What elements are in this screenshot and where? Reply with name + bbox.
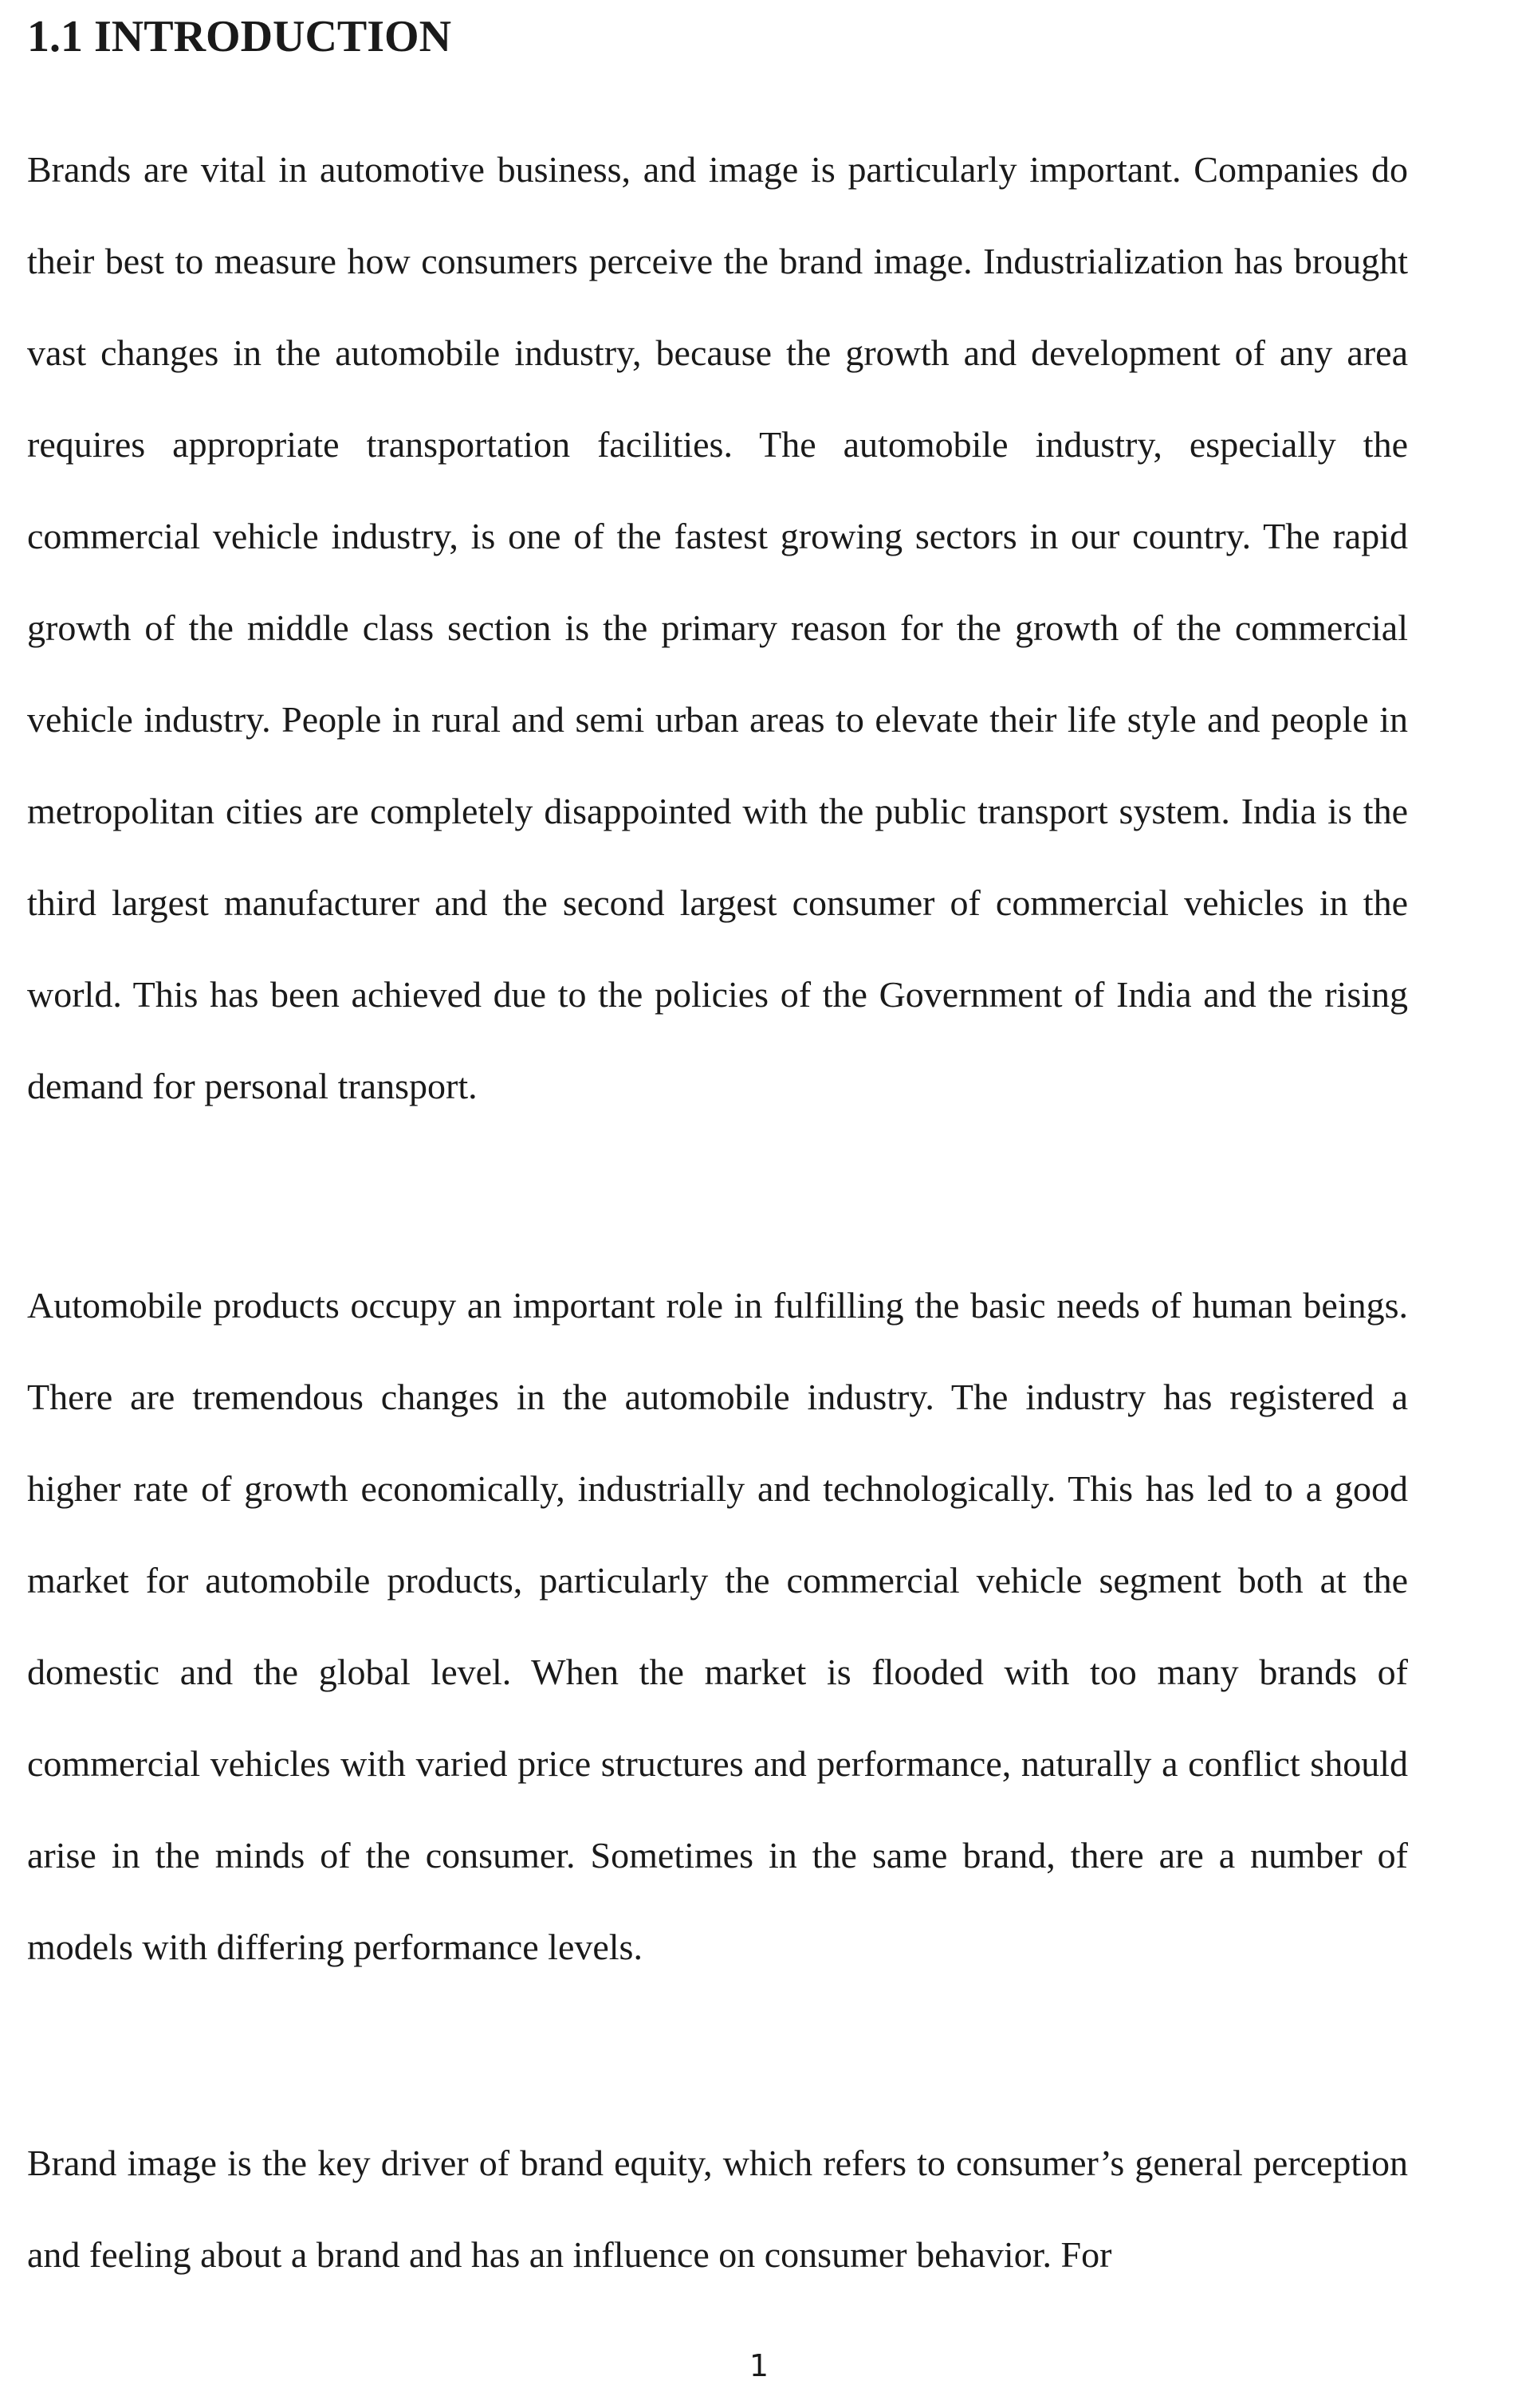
paragraph-1: Brands are vital in automotive business, and image is particularly important. Companies do their best to measure how consumers perceive the brand image. Industrialization has brought vast changes in the automobile industry, because the growth and development of any area requires appropriate transportation facilities. The automobile industry, especially the commercial vehicle industry, is one of the fastest growing sectors in our country. The rapid growth of the middle class section is the primary reason for the growth of the commercial vehicle industry. People in rural and semi urban areas to elevate their life style and people in metropolitan cities are completely disappointed with the public transport system. India is the third largest manufacturer and the second largest consumer of commercial vehicles in the world. This has been achieved due to the policies of the Government of India and the rising demand for personal transport. bbox=[27, 149, 1408, 1106]
paragraph-2: Automobile products occupy an important role in fulfilling the basic needs of human beings. There are tremendous changes in the automobile industry. The industry has registered a higher rate of growth economically, industrially and technologically. This has led to a good market for automobile products, particularly the commercial vehicle segment both at the domestic and the global level. When the market is flooded with too many brands of commercial vehicles with varied price structures and performance, naturally a conflict should arise in the minds of the consumer. Sometimes in the same brand, there are a number of models with differing performance levels. bbox=[27, 1285, 1408, 1967]
page-number: 1 bbox=[749, 2348, 769, 2383]
section-heading: 1.1 INTRODUCTION bbox=[27, 12, 452, 61]
paragraph-3: Brand image is the key driver of brand equity, which refers to consumer’s general perception and feeling about a brand and has an influence on consumer behavior. For bbox=[27, 2143, 1408, 2275]
